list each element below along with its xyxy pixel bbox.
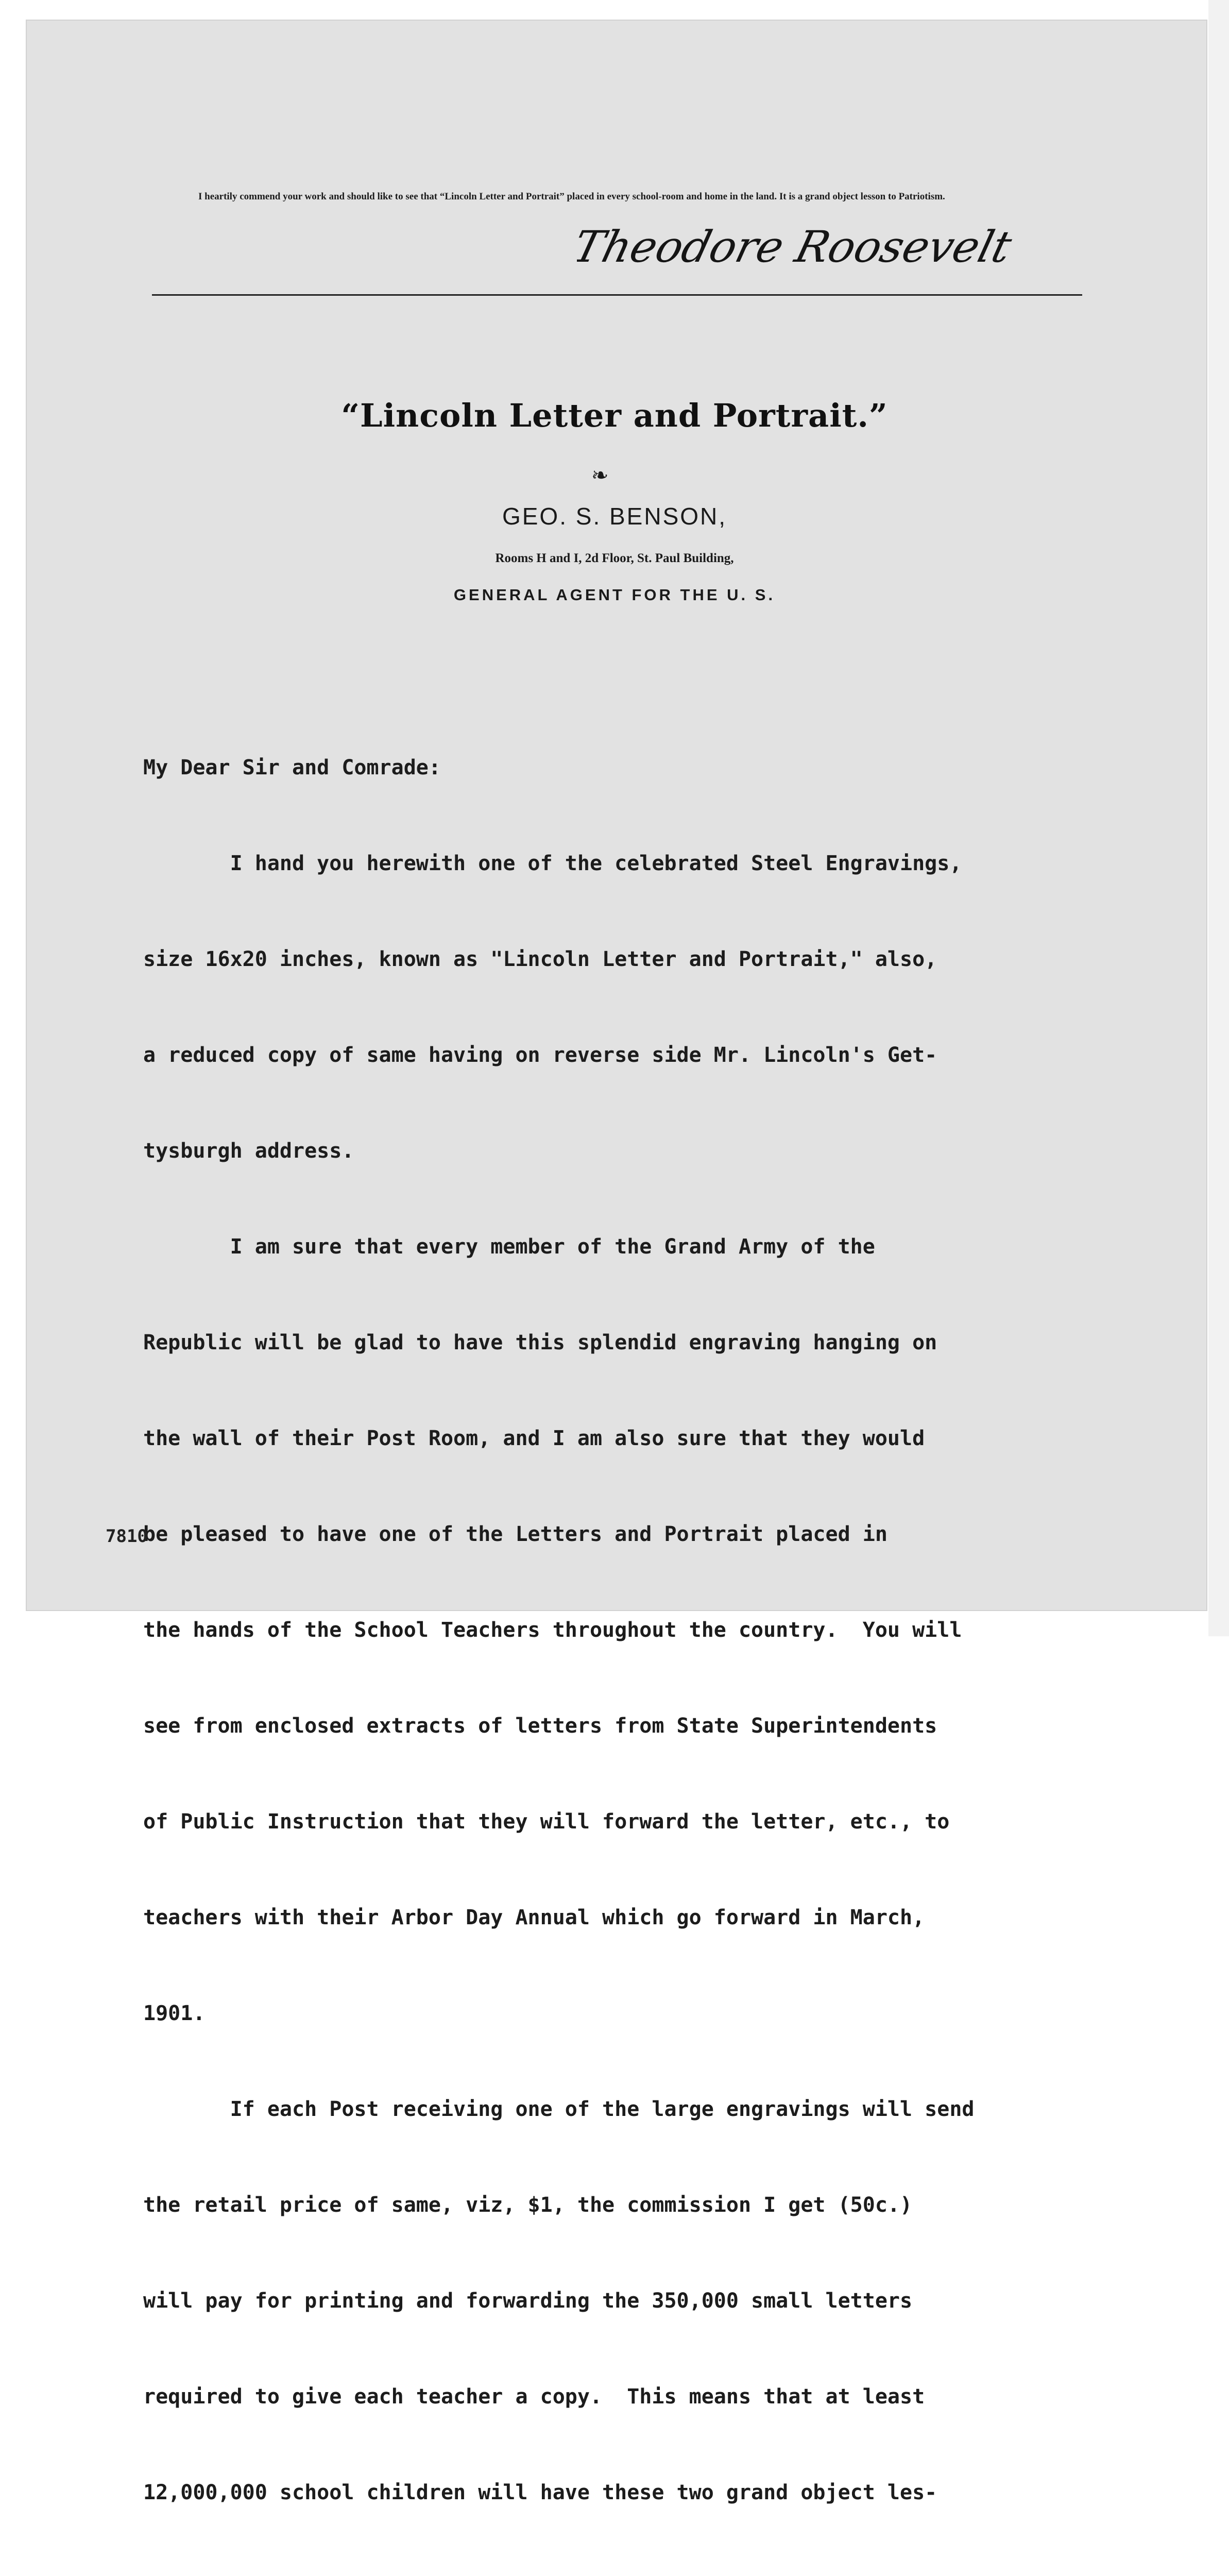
letter-line: 12,000,000 school children will have these two grand object les- [143,2481,937,2504]
letter-line: the hands of the School Teachers throughout the country. You will [143,1618,962,1642]
page-number: 7810 [106,1526,148,1547]
letter-line: If each Post receiving one of the large engravings will send [143,2097,975,2121]
letter-line: size 16x20 inches, known as "Lincoln Letter and Portrait," also, [143,947,937,971]
letter-line: tysburgh address. [143,1139,354,1163]
letter-line: see from enclosed extracts of letters from State Superintendents [143,1714,937,1738]
letter-line: will pay for printing and forwarding the 350,000 small letters [143,2289,913,2313]
letter-line [143,2572,1122,2576]
letter-line: the retail price of same, viz, $1, the commission I get (50c.) [143,2193,913,2217]
letter-line: be pleased to have one of the Letters and Portrait placed in [143,1522,887,1546]
letter-line: a reduced copy of same having on reverse side Mr. Lincoln's Get- [143,1043,937,1067]
scan-edge [1208,0,1229,1636]
letter-line: 1901. [143,2002,206,2025]
signature-graphic [577,216,1066,283]
agent-name: GEO. S. BENSON, [502,503,727,530]
letter-line: the wall of their Post Room, and I am also sure that they would [143,1427,925,1450]
fleuron-ornament-icon: ❧ [591,464,609,487]
agent-address: Rooms H and I, 2d Floor, St. Paul Building, [495,551,734,565]
letter-line: Republic will be glad to have this splendid engraving hanging on [143,1331,937,1354]
letter-line: My Dear Sir and Comrade: [143,756,441,779]
page-title: “Lincoln Letter and Portrait.” [341,397,888,434]
letter-line: teachers with their Arbor Day Annual which go forward in March, [143,1906,925,1929]
roosevelt-signature [577,216,1066,286]
letter-line: I hand you herewith one of the celebrated Steel Engravings, [143,852,962,875]
agent-title: GENERAL AGENT FOR THE U. S. [453,586,776,604]
letter-body [143,688,1122,2576]
divider-rule [152,294,1082,296]
endorsement-text: I heartily commend your work and should like to see that “Lincoln Letter and Portrait” placed in every school-room and home in the land. It is a grand object lesson to Patriotism. [198,191,945,202]
letter-line: required to give each teacher a copy. This means that at least [143,2385,925,2409]
letter-line: of Public Instruction that they will forward the letter, etc., to [143,1810,950,1834]
signature-text: Theodore Roosevelt [577,222,1017,273]
letter-line: I am sure that every member of the Grand Army of the [143,1235,875,1259]
